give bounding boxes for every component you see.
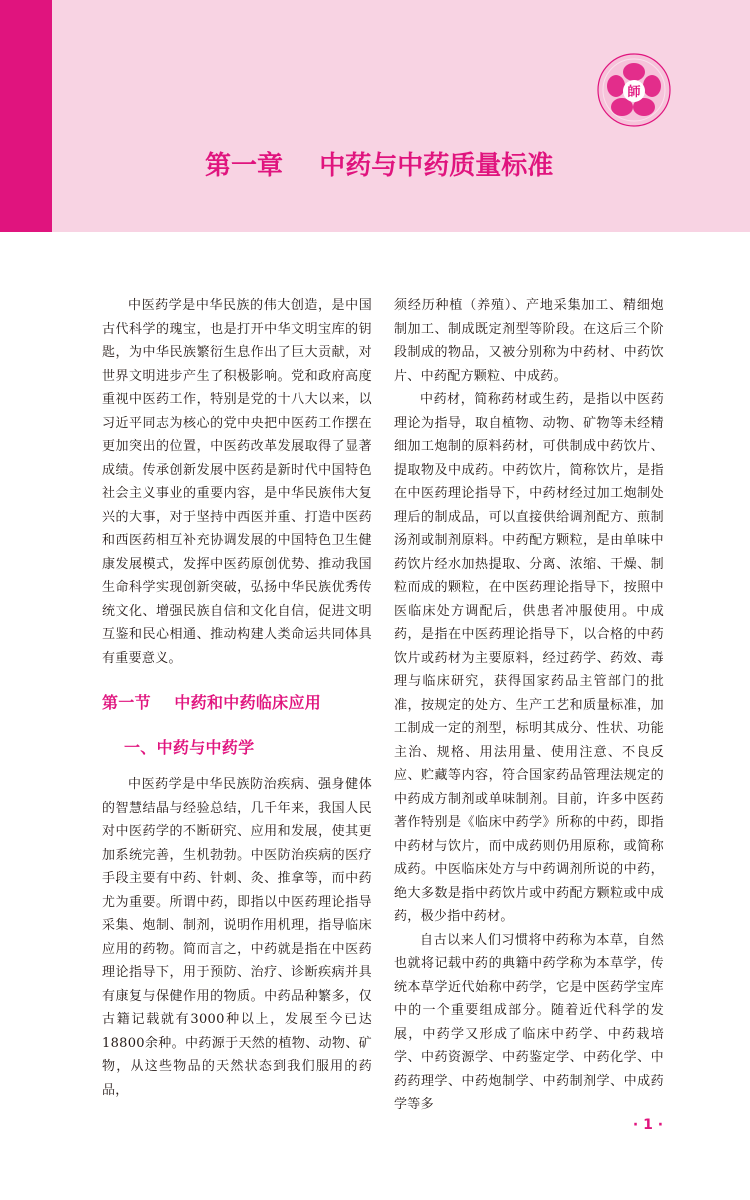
page-number: · 1 · (632, 1117, 664, 1133)
body-paragraph: 中医药学是中华民族防治疾病、强身健体的智慧结晶与经验总结，几千年来，我国人民对中医药学的不断研究、应用和发展，使其更加系统完善，生机勃勃。中医防治疾病的医疗手段主要有中药、针刺、灸、推拿等，而中药尤为重要。所谓中药，即指以中医药理论指导采集、炮制、制剂，说明作用机理，指导临床应用的药物。简而言之，中药就是指在中医药理论指导下，用于预防、治疗、诊断疾病并具有康复与保健作用的物质。中药品种繁多，仅古籍记载就有3000种以上，发展至今已达18800余种。中药源于天然的植物、动物、矿物，从这些物品的天然状态到我们服用的药品， (102, 777, 372, 1098)
left-column (102, 294, 372, 1102)
body-paragraph-continued: 须经历种植（养殖）、产地采集加工、精细炮制加工、制成既定剂型等阶段。在这后三个阶段制成的物品，又被分别称为中药材、中药饮片、中药配方颗粒、中成药。 (394, 298, 664, 384)
flower-logo-icon (596, 52, 672, 128)
logo-char: 師 (627, 85, 641, 100)
right-column (394, 294, 664, 1117)
body-paragraph: 自古以来人们习惯将中药称为本草，自然也就将记载中药的典籍中药学称为本草学，传统本草学近代始称中药学，它是中医药学宝库中的一个重要组成部分。随着近代科学的发展，中药学又形成了临床中药学、中药栽培学、中药资源学、中药鉴定学、中药化学、中药药理学、中药炮制学、中药制剂学、中成药学等多 (394, 932, 664, 1112)
intro-paragraph: 中医药学是中华民族的伟大创造，是中国古代科学的瑰宝，也是打开中华文明宝库的钥匙，为中华民族繁衍生息作出了巨大贡献，对世界文明进步产生了积极影响。党和政府高度重视中医药工作，特别是党的十八大以来，以习近平同志为核心的党中央把中医药工作摆在更加突出的位置，中医药改革发展取得了显著成绩。传承创新发展中医药是新时代中国特色社会主义事业的重要内容，是中华民族伟大复兴的大事，对于坚持中西医并重、打造中医药和西医药相互补充协调发展的中国特色卫生健康发展模式，发挥中医药原创优势、推动我国生命科学实现创新突破，弘扬中华民族优秀传统文化、增强民族自信和文化自信，促进文明互鉴和民心相通、推动构建人类命运共同体具有重要意义。 (102, 298, 372, 666)
section-title: 第一节 中药和中药临床应用 (102, 693, 322, 712)
subsection-title: 一、中药与中药学 (124, 738, 255, 757)
chapter-side-tab (0, 0, 52, 232)
body-paragraph: 中药材，简称药材或生药，是指以中医药理论为指导，取自植物、动物、矿物等未经精细加工炮制的原料药材，可供制成中药饮片、提取物及中成药。中药饮片，简称饮片，是指在中医药理论指导下，中药材经过加工炮制处理后的制成品，可以直接供给调剂配方、煎制汤剂或制剂原料。中药配方颗粒，是由单味中药饮片经水加热提取、分离、浓缩、干燥、制粒而成的颗粒，在中医药理论指导下，按照中医临床处方调配后，供患者冲服使用。中成药，是指在中医药理论指导下，以合格的中药饮片或药材为主要原料，经过药学、药效、毒理与临床研究，获得国家药品主管部门的批准，按规定的处方、生产工艺和质量标准，加工制成一定的剂型，标明其成分、性状、功能主治、规格、用法用量、使用注意、不良反应、贮藏等内容，符合国家药品管理法规定的中药成方制剂或单味制剂。目前，许多中医药著作特别是《临床中药学》所称的中药，即指中药材与饮片，而中成药则仍用原称，或简称成药。中医临床处方与中药调剂所说的中药，绝大多数是指中药饮片或中药配方颗粒或中成药，极少指中药材。 (394, 392, 664, 924)
chapter-title: 第一章 中药与中药质量标准 (205, 151, 554, 181)
